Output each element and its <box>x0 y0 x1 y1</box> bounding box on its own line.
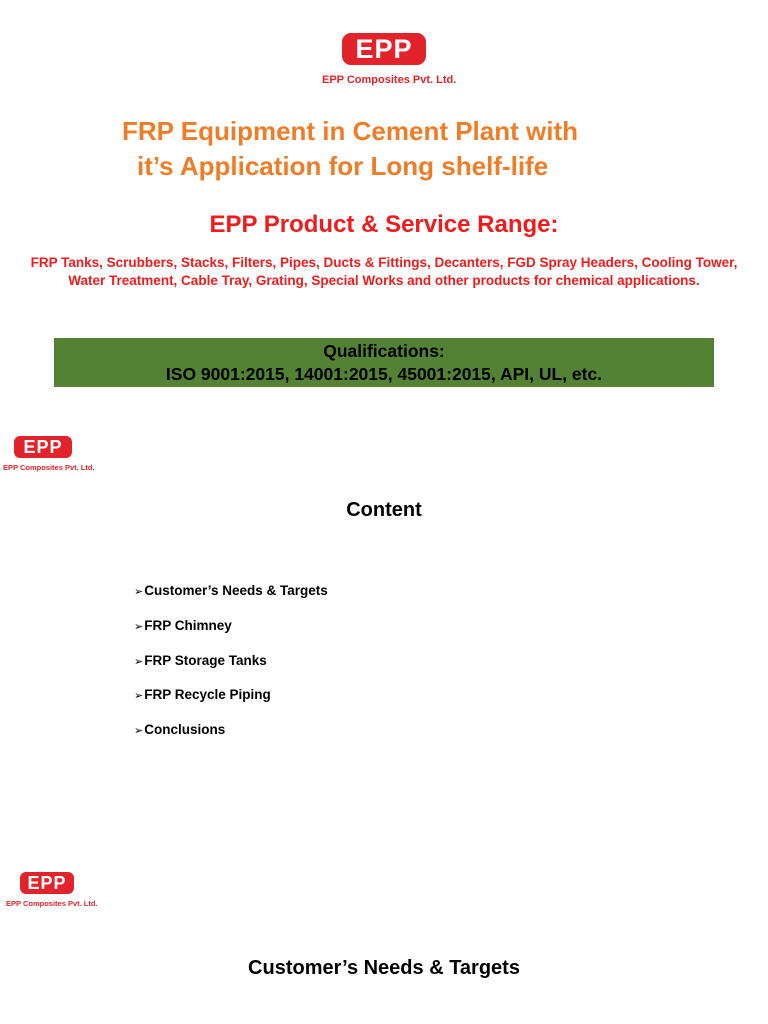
qualifications-value: ISO 9001:2015, 14001:2015, 45001:2015, API, UL, etc. <box>165 363 603 384</box>
qualifications-label: Qualifications: <box>323 340 445 361</box>
toc-item-label: FRP Recycle Piping <box>144 687 271 702</box>
toc-item-label: FRP Chimney <box>144 618 232 633</box>
range-heading: EPP Product & Service Range: <box>209 211 559 238</box>
qualifications-box <box>54 338 714 387</box>
logo-mark-text: EPP <box>27 872 67 893</box>
epp-logo-content-page <box>14 436 72 458</box>
arrow-bullet-icon: ➢ <box>134 724 144 737</box>
arrow-bullet-icon: ➢ <box>134 655 144 668</box>
company-name-content-page: EPP Composites Pvt. Ltd. <box>3 463 95 472</box>
toc-item <box>134 618 232 633</box>
content-heading: Content <box>346 499 422 521</box>
epp-logo-needs-page <box>20 872 74 894</box>
toc-item <box>134 653 267 668</box>
toc-item-label: Conclusions <box>144 722 226 737</box>
presentation-title-line-1: FRP Equipment in Cement Plant with <box>122 116 578 146</box>
toc-item-label: FRP Storage Tanks <box>144 653 267 668</box>
epp-logo-main <box>342 33 426 65</box>
arrow-bullet-icon: ➢ <box>134 689 144 702</box>
company-name-needs-page: EPP Composites Pvt. Ltd. <box>6 899 98 908</box>
customer-needs-heading: Customer’s Needs & Targets <box>248 957 520 979</box>
toc-item-label: Customer’s Needs & Targets <box>144 583 328 598</box>
arrow-bullet-icon: ➢ <box>134 585 144 598</box>
logo-mark-text: EPP <box>355 33 413 64</box>
presentation-title-line-2: it’s Application for Long shelf-life <box>137 151 549 181</box>
range-description: FRP Tanks, Scrubbers, Stacks, Filters, Pipes, Ducts & Fittings, Decanters, FGD Spray Headers, Cooling Tower, Water Treatment, Cable Tray, Grating, Special Works and other products for chemical applications. <box>30 255 738 288</box>
toc-item <box>134 722 225 737</box>
toc-item <box>134 687 271 702</box>
arrow-bullet-icon: ➢ <box>134 620 144 633</box>
company-name-main: EPP Composites Pvt. Ltd. <box>322 74 457 86</box>
logo-mark-text: EPP <box>23 436 63 457</box>
toc-item <box>134 583 328 598</box>
